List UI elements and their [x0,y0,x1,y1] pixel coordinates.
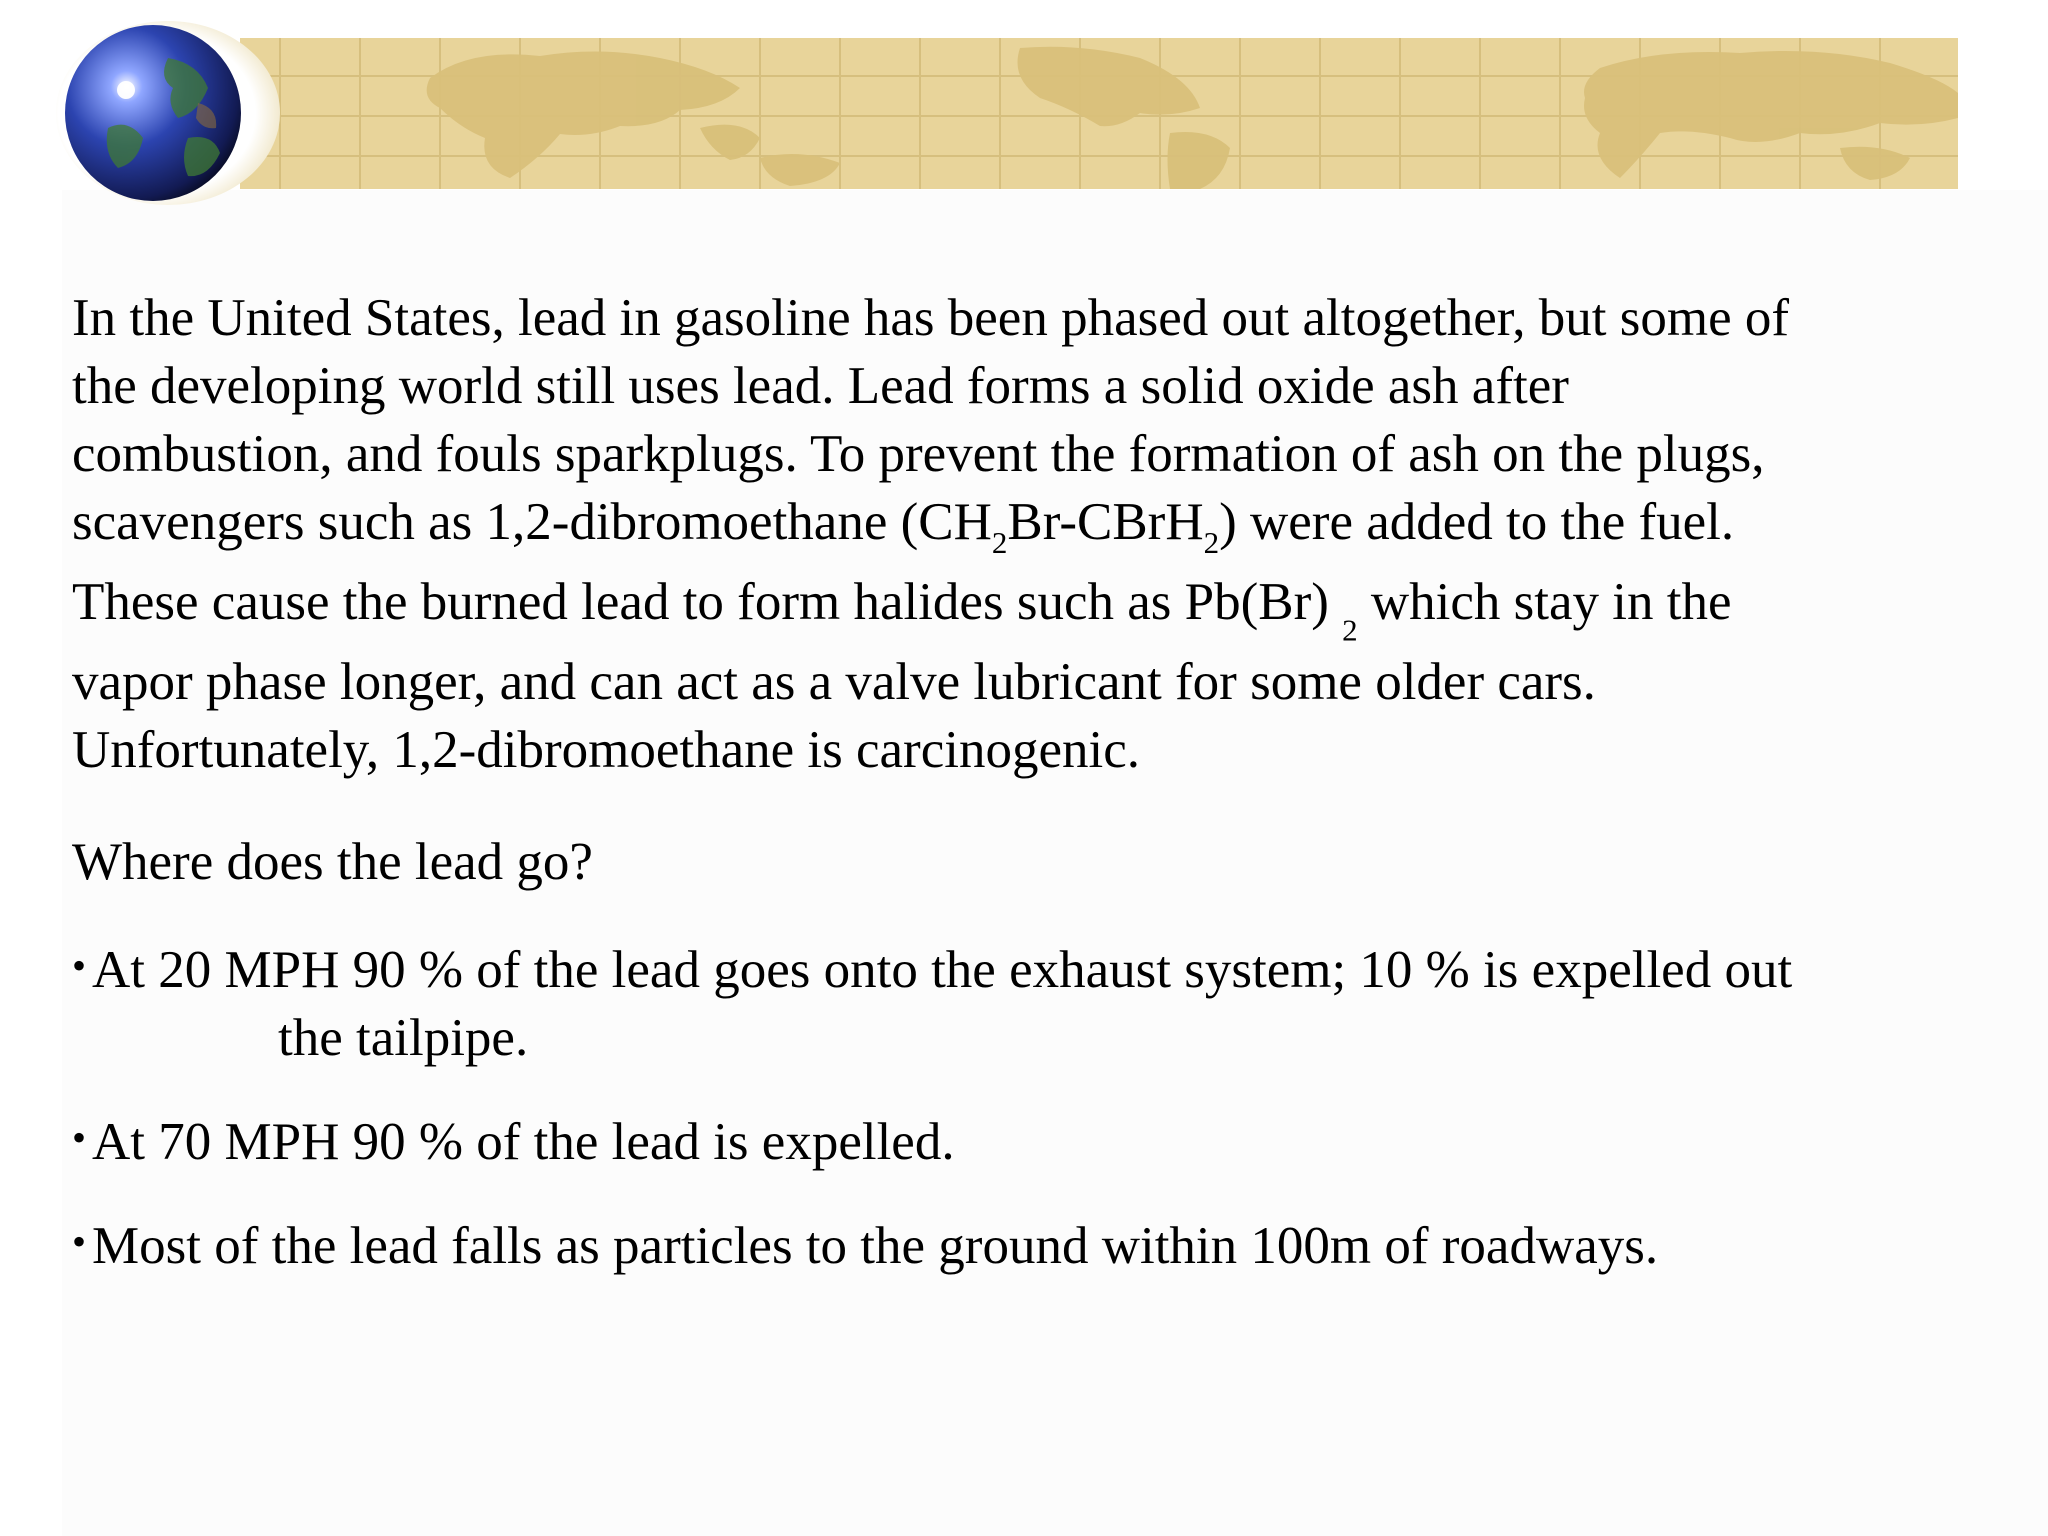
bullet-text: At 70 MPH 90 % of the lead is expelled. [92,1113,955,1171]
subscript: 2 [991,524,1008,560]
text-segment: These cause the burned lead to form halides such as Pb(Br) [72,573,1329,631]
bullet-text: Most of the lead falls as particles to the ground within 100m of roadways. [92,1217,1659,1275]
paragraph-line: Unfortunately, 1,2-dibromoethane is carcinogenic. [72,721,1140,779]
text-segment: Br-CBrH [1007,493,1204,551]
world-map-graphic [240,38,1958,189]
question-heading: Where does the lead go? [72,833,593,891]
bullet-item [72,1104,955,1176]
bullet-text-continued: the tailpipe. [278,1009,529,1067]
text-segment: scavengers such as 1,2-dibromoethane (CH [72,493,992,551]
bullet-item [72,932,1792,1072]
paragraph-line: In the United States, lead in gasoline has been phased out altogether, but some of [72,289,1789,347]
paragraph-line: vapor phase longer, and can act as a valve lubricant for some older cars. [72,653,1596,711]
bullet-marker: • [72,943,87,988]
bullet-marker: • [72,1115,87,1160]
paragraph-line: combustion, and fouls sparkplugs. To prevent the formation of ash on the plugs, [72,425,1765,483]
text-segment: which stay in the [1357,573,1732,631]
globe-icon [48,18,284,208]
bullet-text: At 20 MPH 90 % of the lead goes onto the exhaust system; 10 % is expelled out [92,941,1793,999]
subscript: 2 [1342,612,1358,648]
bullet-marker: • [72,1219,87,1264]
text-segment: ) were added to the fuel. [1219,493,1735,551]
subscript: 2 [1203,524,1220,560]
paragraph-line: the developing world still uses lead. Lead forms a solid oxide ash after [72,357,1569,415]
slide-body [72,284,1972,1275]
intro-paragraph [72,284,1972,784]
world-map-banner [240,38,1958,189]
bullet-item [72,1208,1658,1280]
paragraph-line-formula [72,488,1972,560]
paragraph-line-formula [72,568,1972,648]
